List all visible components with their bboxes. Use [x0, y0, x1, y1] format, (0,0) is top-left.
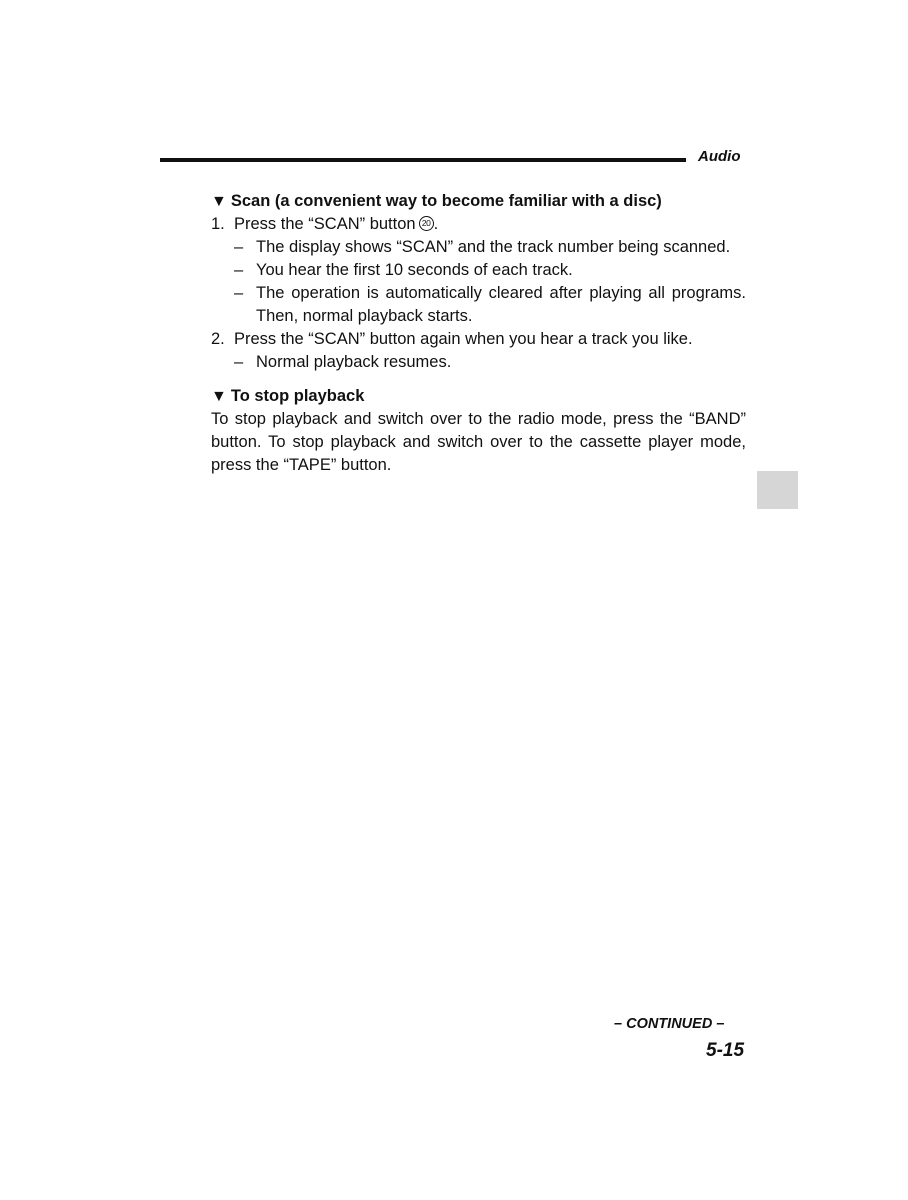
step-1-number: 1. — [211, 215, 225, 233]
chapter-thumb-tab — [757, 471, 798, 509]
button-reference-20: 20 — [419, 216, 434, 231]
note-dash: – — [234, 284, 244, 302]
triangle-bullet-icon: ▼ — [211, 388, 227, 405]
note-text: The operation is automatically cleared after playing all programs. Then, normal playback starts. — [256, 284, 746, 325]
step-1-note-1 — [234, 236, 746, 259]
note-dash: – — [234, 261, 244, 279]
scan-heading — [211, 190, 746, 213]
stop-heading — [211, 385, 746, 408]
note-text: You hear the first 10 seconds of each track. — [256, 261, 573, 279]
step-1-note-3 — [234, 282, 746, 328]
section-label: Audio — [698, 148, 741, 165]
step-2-text: Press the “SCAN” button again when you hear a track you like. — [234, 330, 693, 348]
step-1-note-2 — [234, 259, 746, 282]
scan-heading-text: Scan (a convenient way to become familiar with a disc) — [230, 192, 662, 210]
step-1 — [211, 213, 746, 236]
continued-label: – CONTINUED – — [614, 1016, 725, 1032]
page-content — [211, 190, 746, 477]
stop-heading-text: To stop playback — [230, 387, 365, 405]
step-2 — [211, 328, 746, 351]
note-text: The display shows “SCAN” and the track number being scanned. — [256, 238, 731, 256]
step-1-trailing: . — [433, 215, 439, 233]
triangle-bullet-icon: ▼ — [211, 193, 227, 210]
note-text: Normal playback resumes. — [256, 353, 452, 371]
note-dash: – — [234, 238, 244, 256]
step-1-text: Press the “SCAN” button — [234, 215, 416, 233]
stop-body-text: To stop playback and switch over to the radio mode, press the “BAND” button. To stop playback and switch over to the cassette player mode, press the “TAPE” button. — [211, 410, 746, 474]
page-number: 5-15 — [706, 1040, 745, 1061]
note-dash: – — [234, 353, 244, 371]
step-2-note-1 — [234, 351, 746, 374]
step-2-number: 2. — [211, 330, 225, 348]
header-rule — [160, 158, 686, 162]
